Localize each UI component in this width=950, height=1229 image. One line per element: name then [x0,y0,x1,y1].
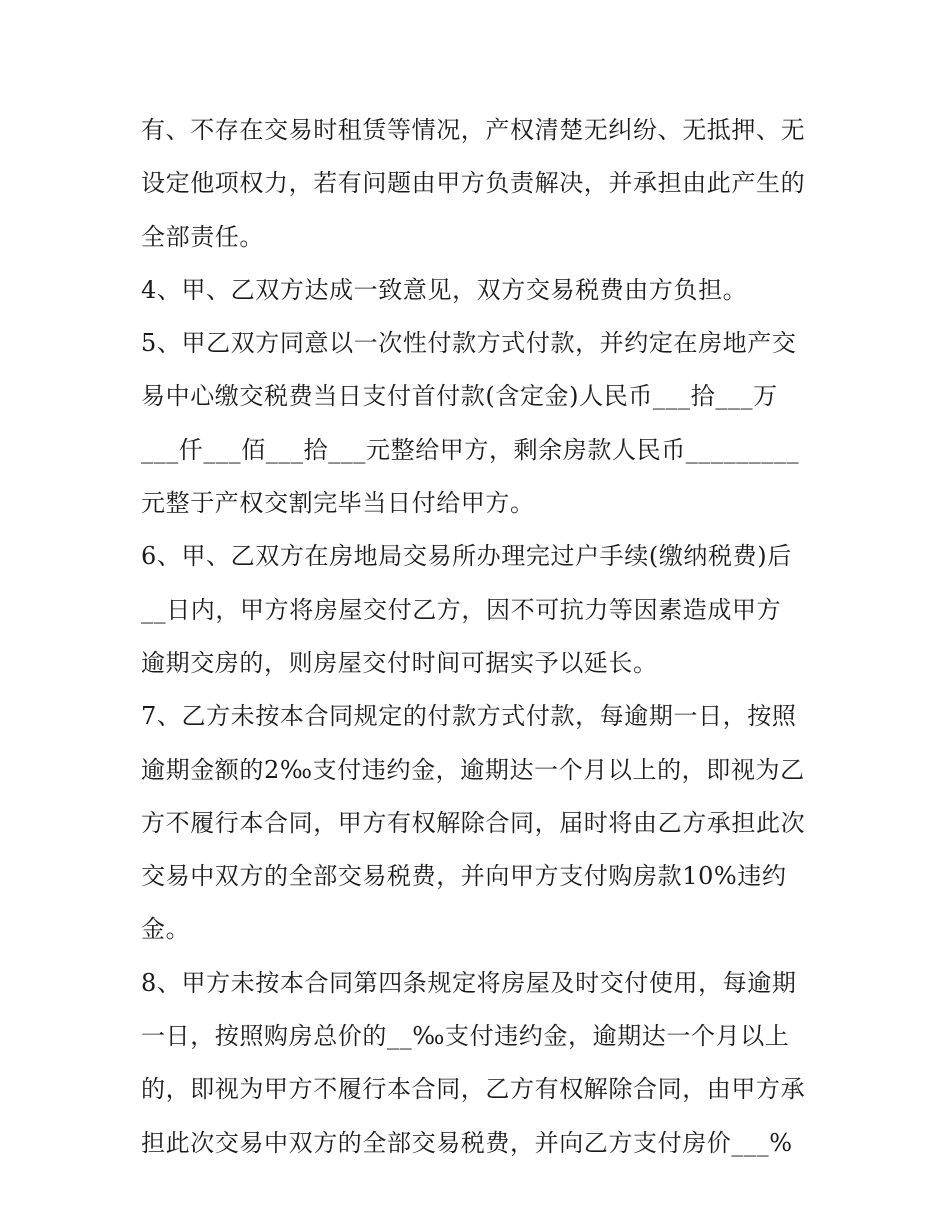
text-line: 易中心缴交税费当日支付首付款(含定金)人民币___拾___万 [141,382,778,411]
text-line: 逾期交房的，则房屋交付时间可据实予以延长。 [141,648,658,677]
text-line: 逾期金额的2‰支付违约金，逾期达一个月以上的，即视为乙 [141,755,805,784]
clause-6-line: 6、甲、乙双方在房地局交易所办理完过户手续(缴纳税费)后 [141,542,792,571]
text-line: 担此次交易中双方的全部交易税费，并向乙方支付房价___% [141,1128,793,1157]
text-line: 有、不存在交易时租赁等情况，产权清楚无纠纷、无抵押、无 [141,116,806,144]
clause-7-line: 7、乙方未按本合同规定的付款方式付款，每逾期一日，按照 [141,702,797,731]
text-line: 金。 [141,915,191,944]
text-line: 一日，按照购房总价的__‰支付违约金，逾期达一个月以上 [141,1022,790,1051]
clause-4-line: 4、甲、乙双方达成一致意见，双方交易税费由方负担。 [141,275,748,304]
text-line: 设定他项权力，若有问题由甲方负责解决，并承担由此产生的 [141,169,806,198]
text-line: 元整于产权交割完毕当日付给甲方。 [141,489,535,518]
text-line: ___仟___佰___拾___元整给甲方，剩余房款人民币_________ [141,435,800,464]
text-line: 方不履行本合同，甲方有权解除合同，届时将由乙方承担此次 [141,808,806,837]
contract-text-body [141,104,821,1170]
text-line: 全部责任。 [141,222,264,251]
text-line: __日内，甲方将房屋交付乙方，因不可抗力等因素造成甲方 [141,595,782,624]
clause-5-line: 5、甲乙双方同意以一次性付款方式付款，并约定在房地产交 [141,329,797,358]
clause-8-line: 8、甲方未按本合同第四条规定将房屋及时交付使用，每逾期 [141,968,797,997]
text-line: 的，即视为甲方不履行本合同，乙方有权解除合同，由甲方承 [141,1075,806,1104]
text-line: 交易中双方的全部交易税费，并向甲方支付购房款10%违约 [141,862,787,891]
